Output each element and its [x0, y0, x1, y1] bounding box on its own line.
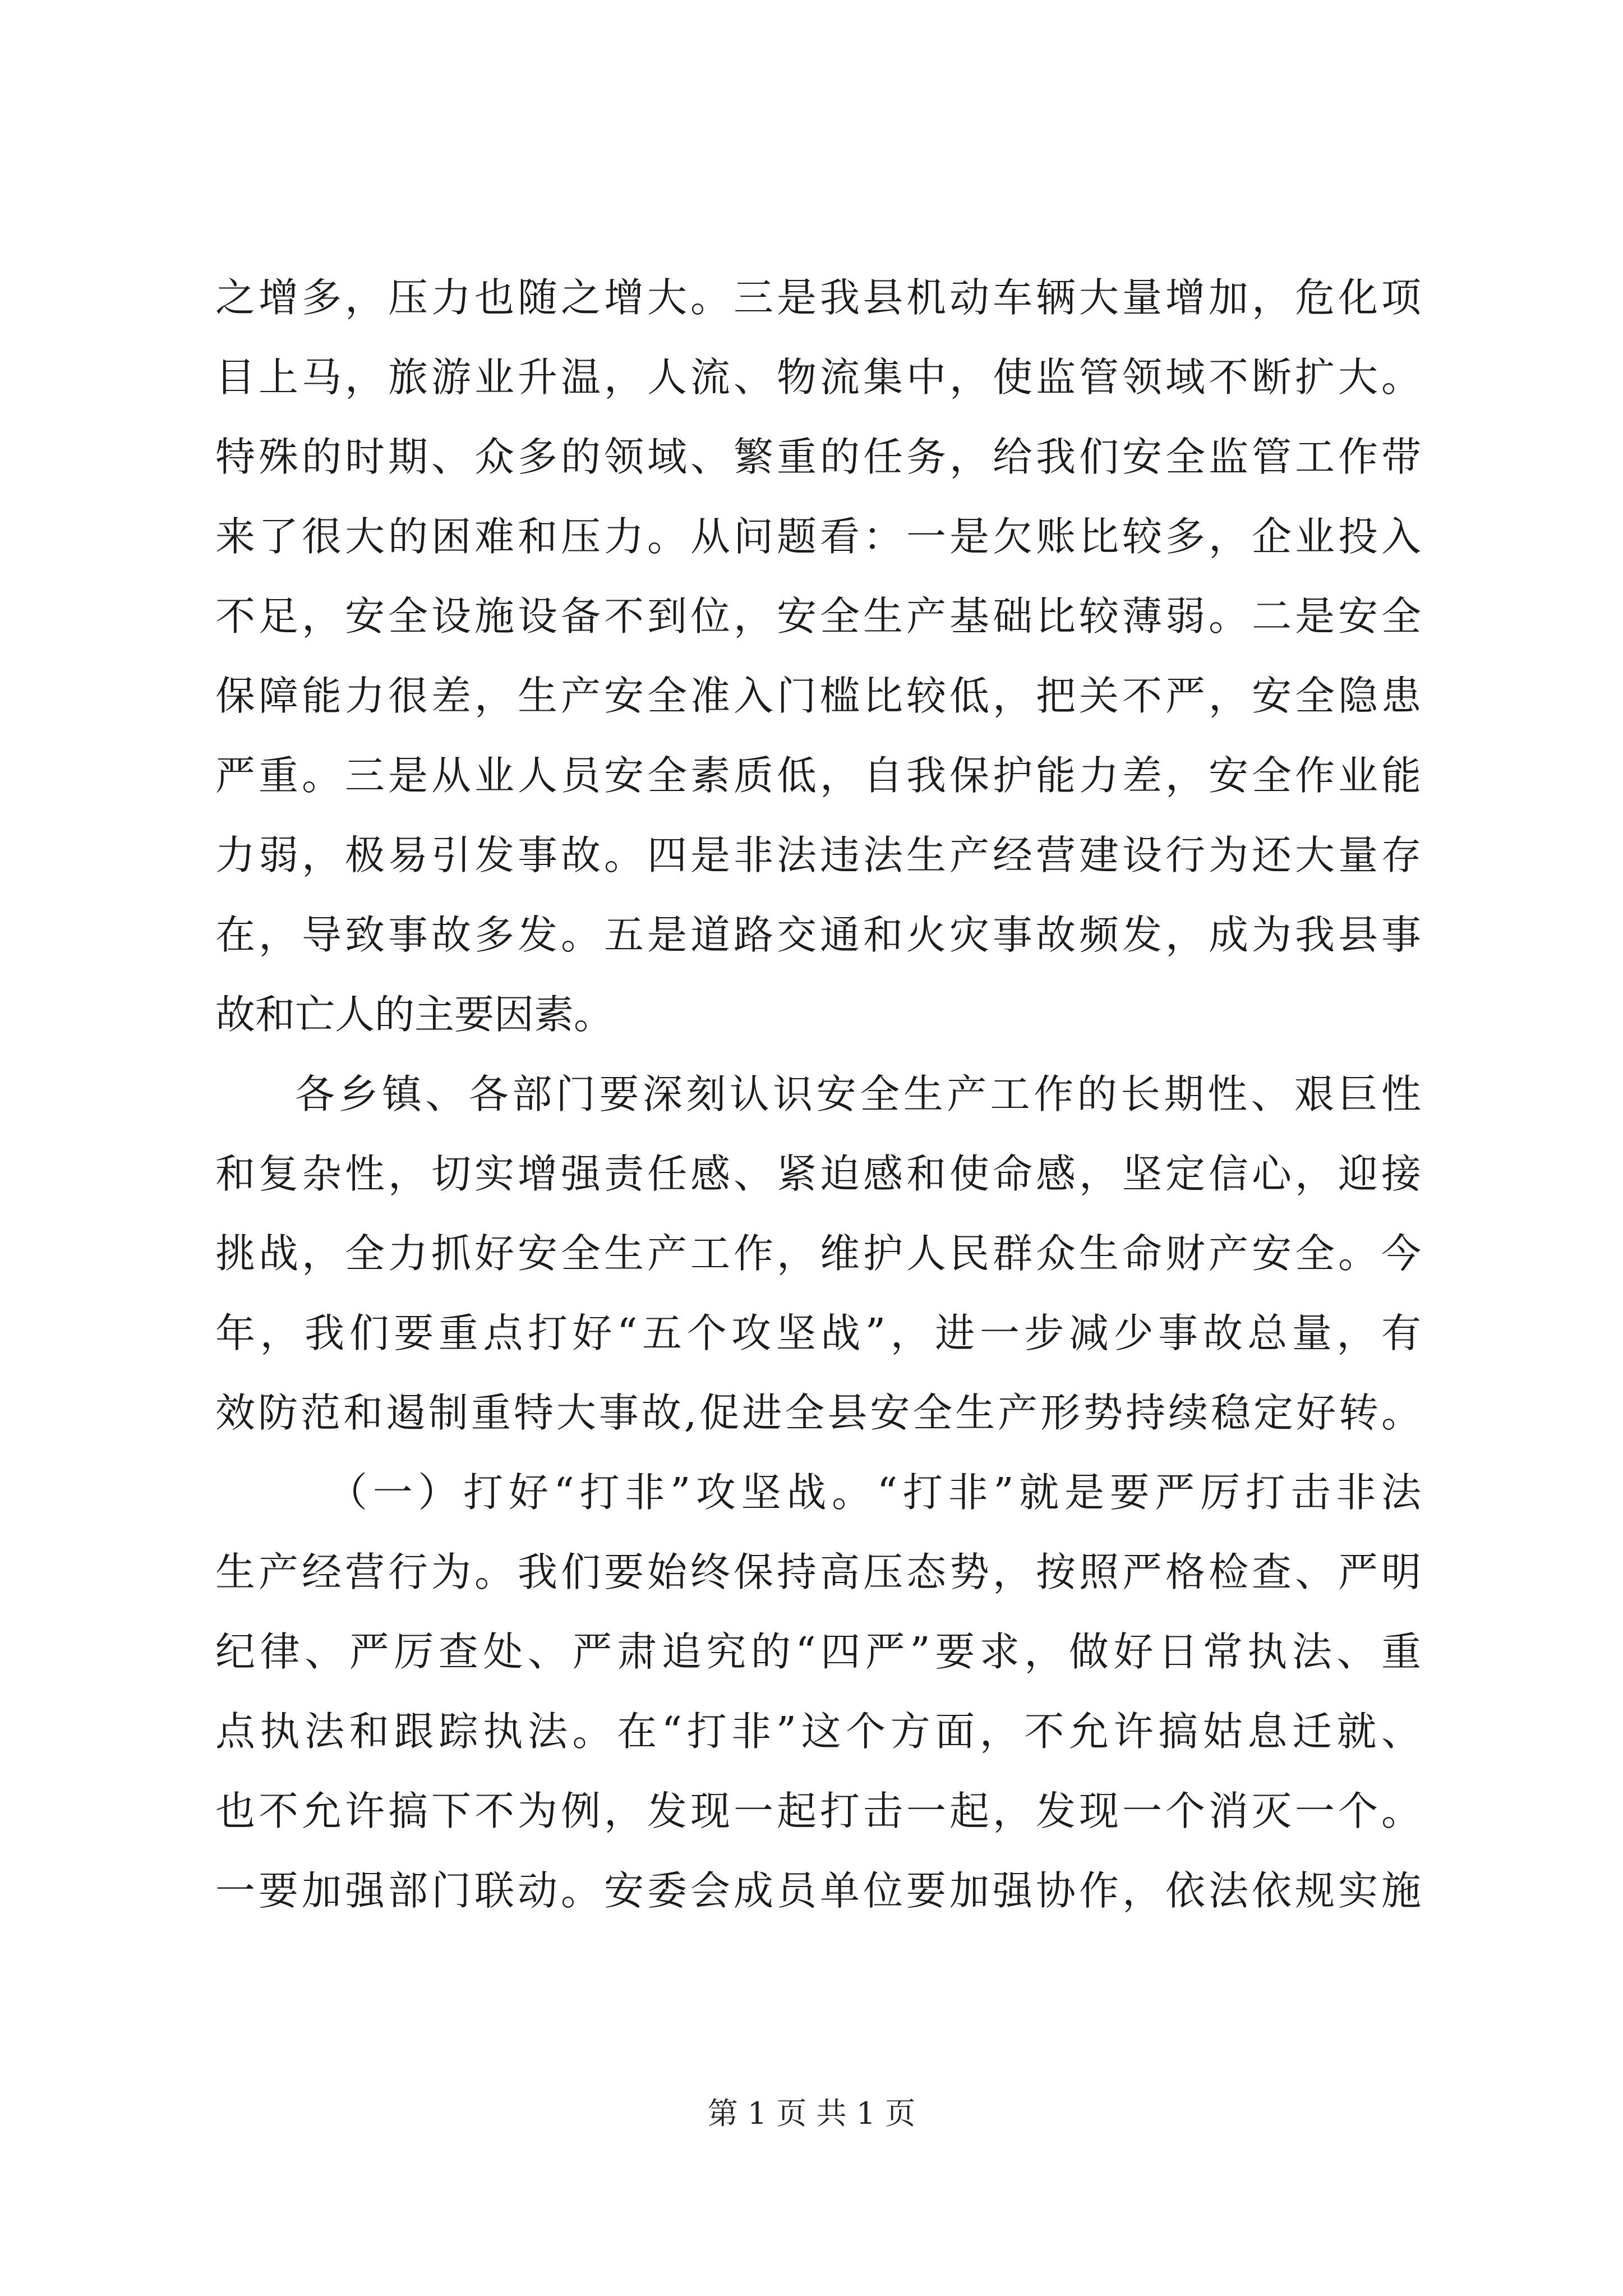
text-line: 效防范和遏制重特大事故,促进全县安全生产形势持续稳定好转。: [215, 1389, 1421, 1436]
text-line: 来了很大的困难和压力。从问题看：一是欠账比较多，企业投入: [215, 513, 1421, 560]
text-line: 保障能力很差，生产安全准入门槛比较低，把关不严，安全隐患: [215, 673, 1421, 719]
text-line: 和复杂性，切实增强责任感、紧迫感和使命感，坚定信心，迎接: [215, 1151, 1421, 1197]
text-line: 在，导致事故多发。五是道路交通和火灾事故频发，成为我县事: [215, 912, 1421, 958]
text-line: 生产经营行为。我们要始终保持高压态势，按照严格检查、严明: [215, 1549, 1421, 1595]
text-line: 力弱，极易引发事故。四是非法违法生产经营建设行为还大量存: [215, 832, 1421, 878]
text-line: 也不允许搞下不为例，发现一起打击一起，发现一个消灭一个。: [215, 1788, 1421, 1834]
text-line: 纪律、严厉查处、严肃追究的“四严”要求，做好日常执法、重: [215, 1628, 1421, 1675]
text-line: 之增多，压力也随之增大。三是我县机动车辆大量增加，危化项: [215, 274, 1421, 321]
text-line: 一要加强部门联动。安委会成员单位要加强协作，依法依规实施: [215, 1867, 1421, 1914]
page-number-footer: 第 1 页 共 1 页: [707, 2096, 916, 2131]
text-line: 严重。三是从业人员安全素质低，自我保护能力差，安全作业能: [215, 752, 1421, 799]
section-heading-line: （一）打好“打非”攻坚战。“打非”就是要严厉打击非法: [328, 1469, 1421, 1516]
paragraph-start-line: 各乡镇、各部门要深刻认识安全生产工作的长期性、艰巨性: [295, 1071, 1421, 1117]
text-line: 年，我们要重点打好“五个攻坚战”，进一步减少事故总量，有: [215, 1310, 1421, 1356]
text-line: 挑战，全力抓好安全生产工作，维护人民群众生命财产安全。今: [215, 1230, 1421, 1277]
text-line: 故和亡人的主要因素。: [215, 991, 614, 1038]
text-line: 点执法和跟踪执法。在“打非”这个方面，不允许搞姑息迁就、: [215, 1708, 1421, 1755]
text-line: 不足，安全设施设备不到位，安全生产基础比较薄弱。二是安全: [215, 593, 1421, 639]
text-line: 特殊的时期、众多的领域、繁重的任务，给我们安全监管工作带: [215, 434, 1421, 480]
body-text: [215, 258, 1421, 1931]
text-line: 目上马，旅游业升温，人流、物流集中，使监管领域不断扩大。: [215, 354, 1421, 401]
